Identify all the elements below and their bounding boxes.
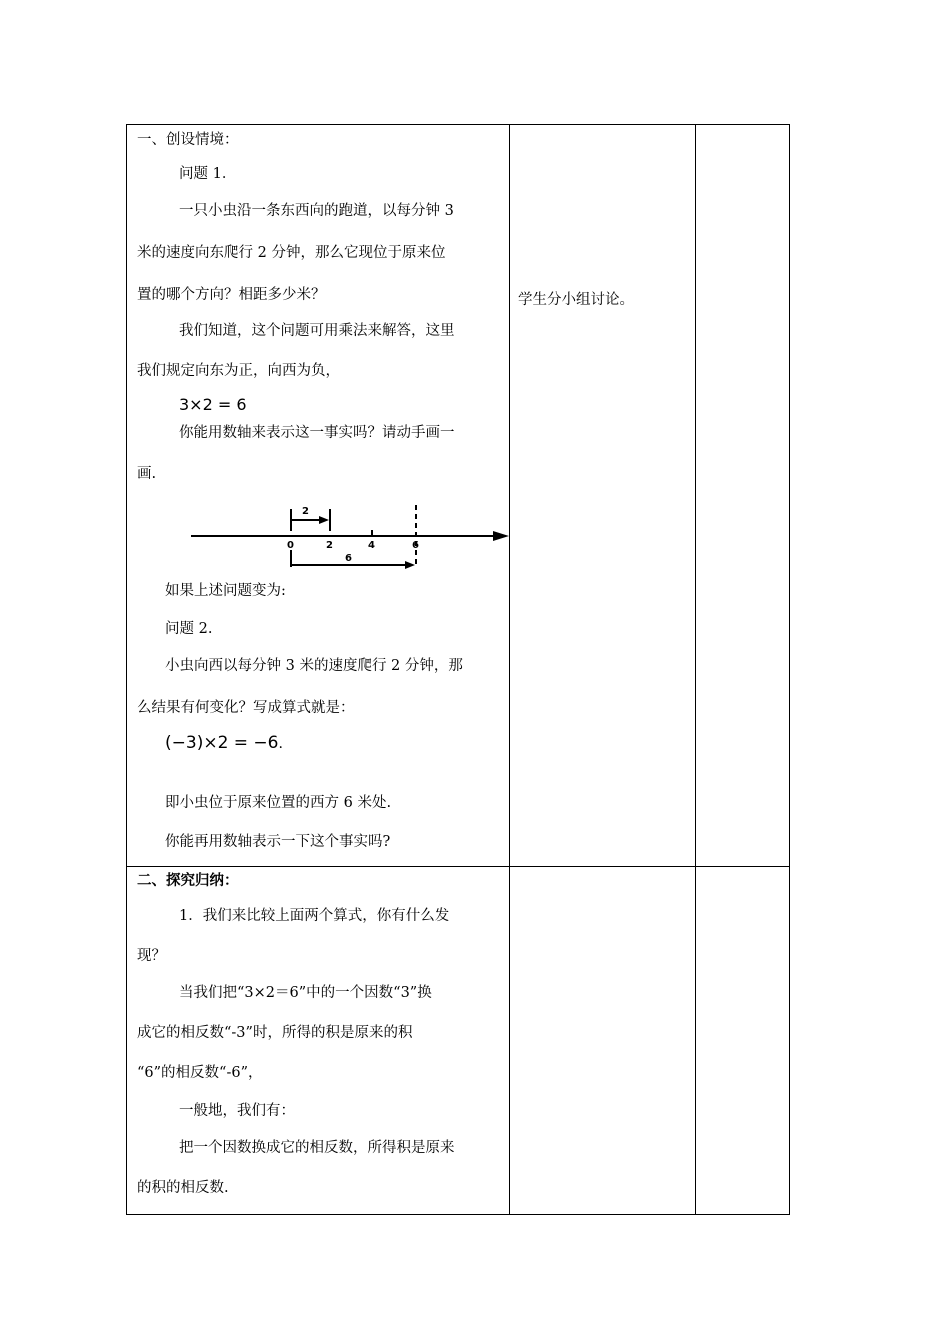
number-line-figure xyxy=(185,495,509,571)
rule-line: 把一个因数换成它的相反数，所得积是原来 xyxy=(179,1140,455,1156)
prompt-line: 画. xyxy=(137,466,157,482)
section1-cell xyxy=(127,125,509,866)
tick-label-6: 6 xyxy=(412,540,419,551)
problem1-text-line: 置的哪个方向？相距多少米？ xyxy=(137,287,326,303)
section2-heading: 二、探究归纳： xyxy=(137,872,239,889)
rule-line: 的积的相反数. xyxy=(137,1180,229,1196)
tick-label-0: 0 xyxy=(287,540,294,551)
lesson-table xyxy=(126,124,790,1215)
transition-line: 如果上述问题变为: xyxy=(165,583,286,599)
problem1-text-line: 米的速度向东爬行 2 分钟，那么它现位于原来位 xyxy=(137,245,446,261)
problem2-title: 问题 2. xyxy=(165,621,213,637)
problem2-text-line: 小虫向西以每分钟 3 米的速度爬行 2 分钟，那 xyxy=(165,658,463,674)
question-line: 现？ xyxy=(137,948,166,964)
answer-line: 当我们把“3×2＝6”中的一个因数“3”换 xyxy=(179,985,432,1001)
column-divider xyxy=(509,125,510,1214)
top-arrow-label: 2 xyxy=(302,506,309,517)
conclusion-line: 即小虫位于原来位置的西方 6 米处. xyxy=(165,795,392,811)
section1-heading: 一、创设情境： xyxy=(137,132,239,148)
column-divider xyxy=(695,125,696,1214)
problem1-text-line: 一只小虫沿一条东西向的跑道，以每分钟 3 xyxy=(179,203,454,219)
followup-question: 你能再用数轴表示一下这个事实吗? xyxy=(165,834,391,850)
prompt-line: 你能用数轴来表示这一事实吗？请动手画一 xyxy=(179,425,455,441)
tick-label-4: 4 xyxy=(368,540,375,551)
student-activity: 学生分小组讨论。 xyxy=(518,292,634,308)
explanation-line: 我们知道，这个问题可用乘法来解答，这里 xyxy=(179,323,455,339)
answer-line: 成它的相反数“-3”时，所得的积是原来的积 xyxy=(137,1025,413,1041)
problem1-title: 问题 1． xyxy=(179,166,237,182)
formula-neg3x2: (−3)×2 = −6. xyxy=(165,733,283,753)
problem2-text-line: 么结果有何变化？写成算式就是： xyxy=(137,700,355,716)
explanation-line: 我们规定向东为正，向西为负， xyxy=(137,363,340,379)
general-line: 一般地，我们有： xyxy=(179,1103,295,1119)
answer-line: “6”的相反数“-6”， xyxy=(137,1065,263,1081)
section2-cell xyxy=(127,866,509,1216)
tick-label-2: 2 xyxy=(326,540,333,551)
question-line: 1．我们来比较上面两个算式，你有什么发 xyxy=(179,908,450,924)
bottom-arrow-label: 6 xyxy=(345,553,352,564)
formula-3x2: 3×2 = 6 xyxy=(179,395,247,414)
